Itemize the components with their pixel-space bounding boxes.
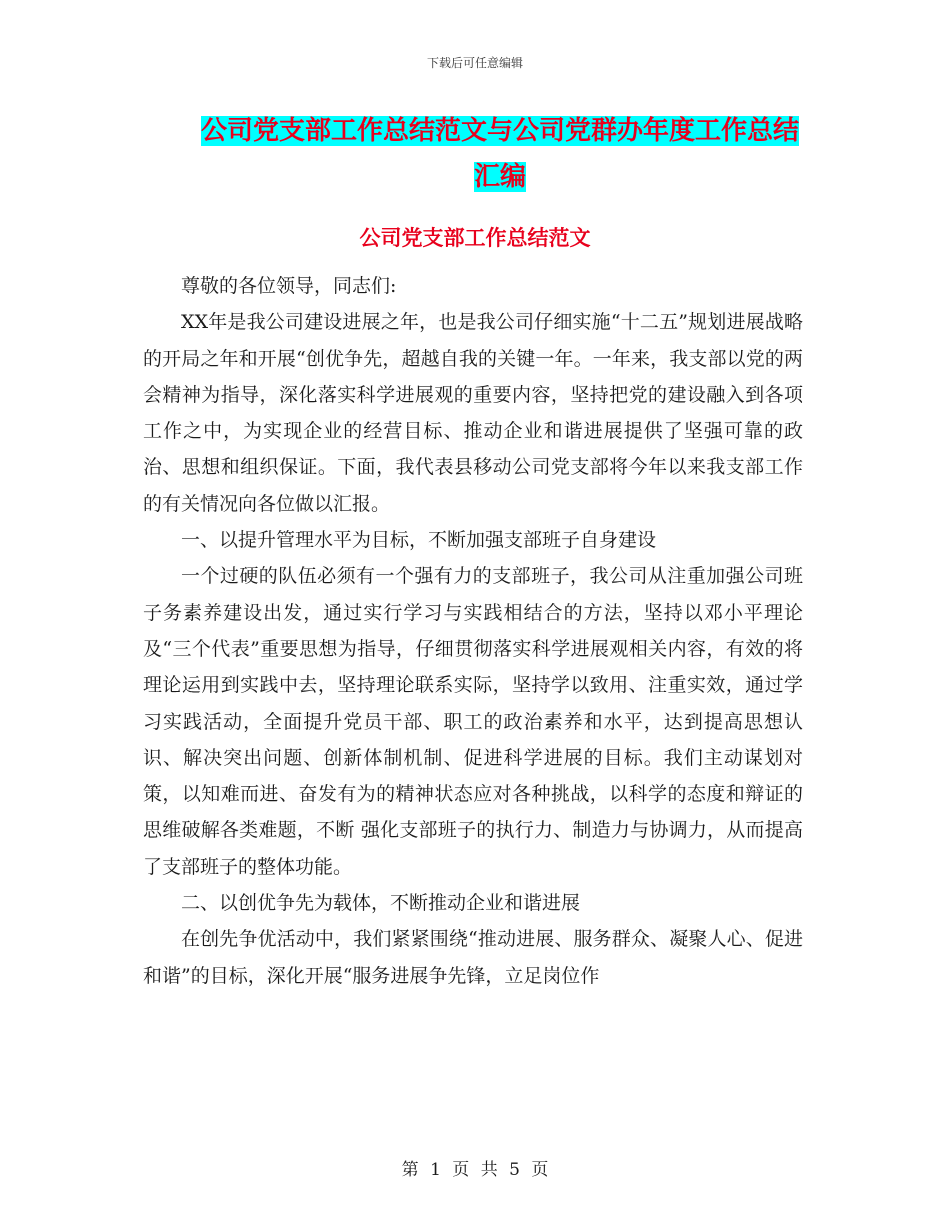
document-title-text: 公司党支部工作总结范文与公司党群办年度工作总结汇编: [200, 116, 799, 192]
page-number-footer: 第 1 页 共 5 页: [401, 1160, 549, 1180]
page-header-note: 下载后可任意编辑: [426, 56, 523, 70]
intro-paragraph: XX年是我公司建设进展之年，也是我公司仔细实施“十二五”规划进展战略的开局之年和开展“创优争先，超越自我的关键一年。一年来，我支部以党的两会精神为指导，深化落实科学进展观的重要内容，坚持把党的建设融入到各项工作之中，为实现企业的经营目标、推动企业和谐进展提供了坚强可靠的政治、思想和组织保证。下面，我代表县移动公司党支部将今年以来我支部工作的有关情况向各位做以汇报。: [143, 311, 803, 515]
heading-one-paragraph: 一、以提升管理水平为目标，不断加强支部班子自身建设: [181, 529, 657, 552]
body-paragraph: 一个过硬的队伍必须有一个强有力的支部班子，我公司从注重加强公司班子务素养建设出发，通过实行学习与实践相结合的方法，坚持以邓小平理论及“三个代表”重要思想为指导，仔细贯彻落实科学进展观相关内容，有效的将理论运用到实践中去，坚持理论联系实际，坚持学以致用、注重实效，通过学习实践活动，全面提升党员干部、职工的政治素养和水平，达到提高思想认识、解决突出问题、创新体制机制、促进科学进展的目标。我们主动谋划对策，以知难而进、奋发有为的精神状态应对各种挑战，以科学的态度和辩证的思维破解各类难题，不断 强化支部班子的执行力、制造力与协调力，从而提高了支部班子的整体功能。: [143, 565, 803, 878]
heading-two-paragraph: 二、以创优争先为载体，不断推动企业和谐进展: [181, 892, 581, 915]
salutation-paragraph: 尊敬的各位领导，同志们:: [181, 275, 397, 297]
section-title: 公司党支部工作总结范文: [359, 225, 591, 250]
document-title: [190, 108, 810, 200]
body-paragraph: 在创先争优活动中，我们紧紧围绕“推动进展、服务群众、凝聚人心、促进和谐”的目标，深化开展“服务进展争先锋，立足岗位作: [143, 928, 803, 987]
document-body: [143, 268, 803, 994]
